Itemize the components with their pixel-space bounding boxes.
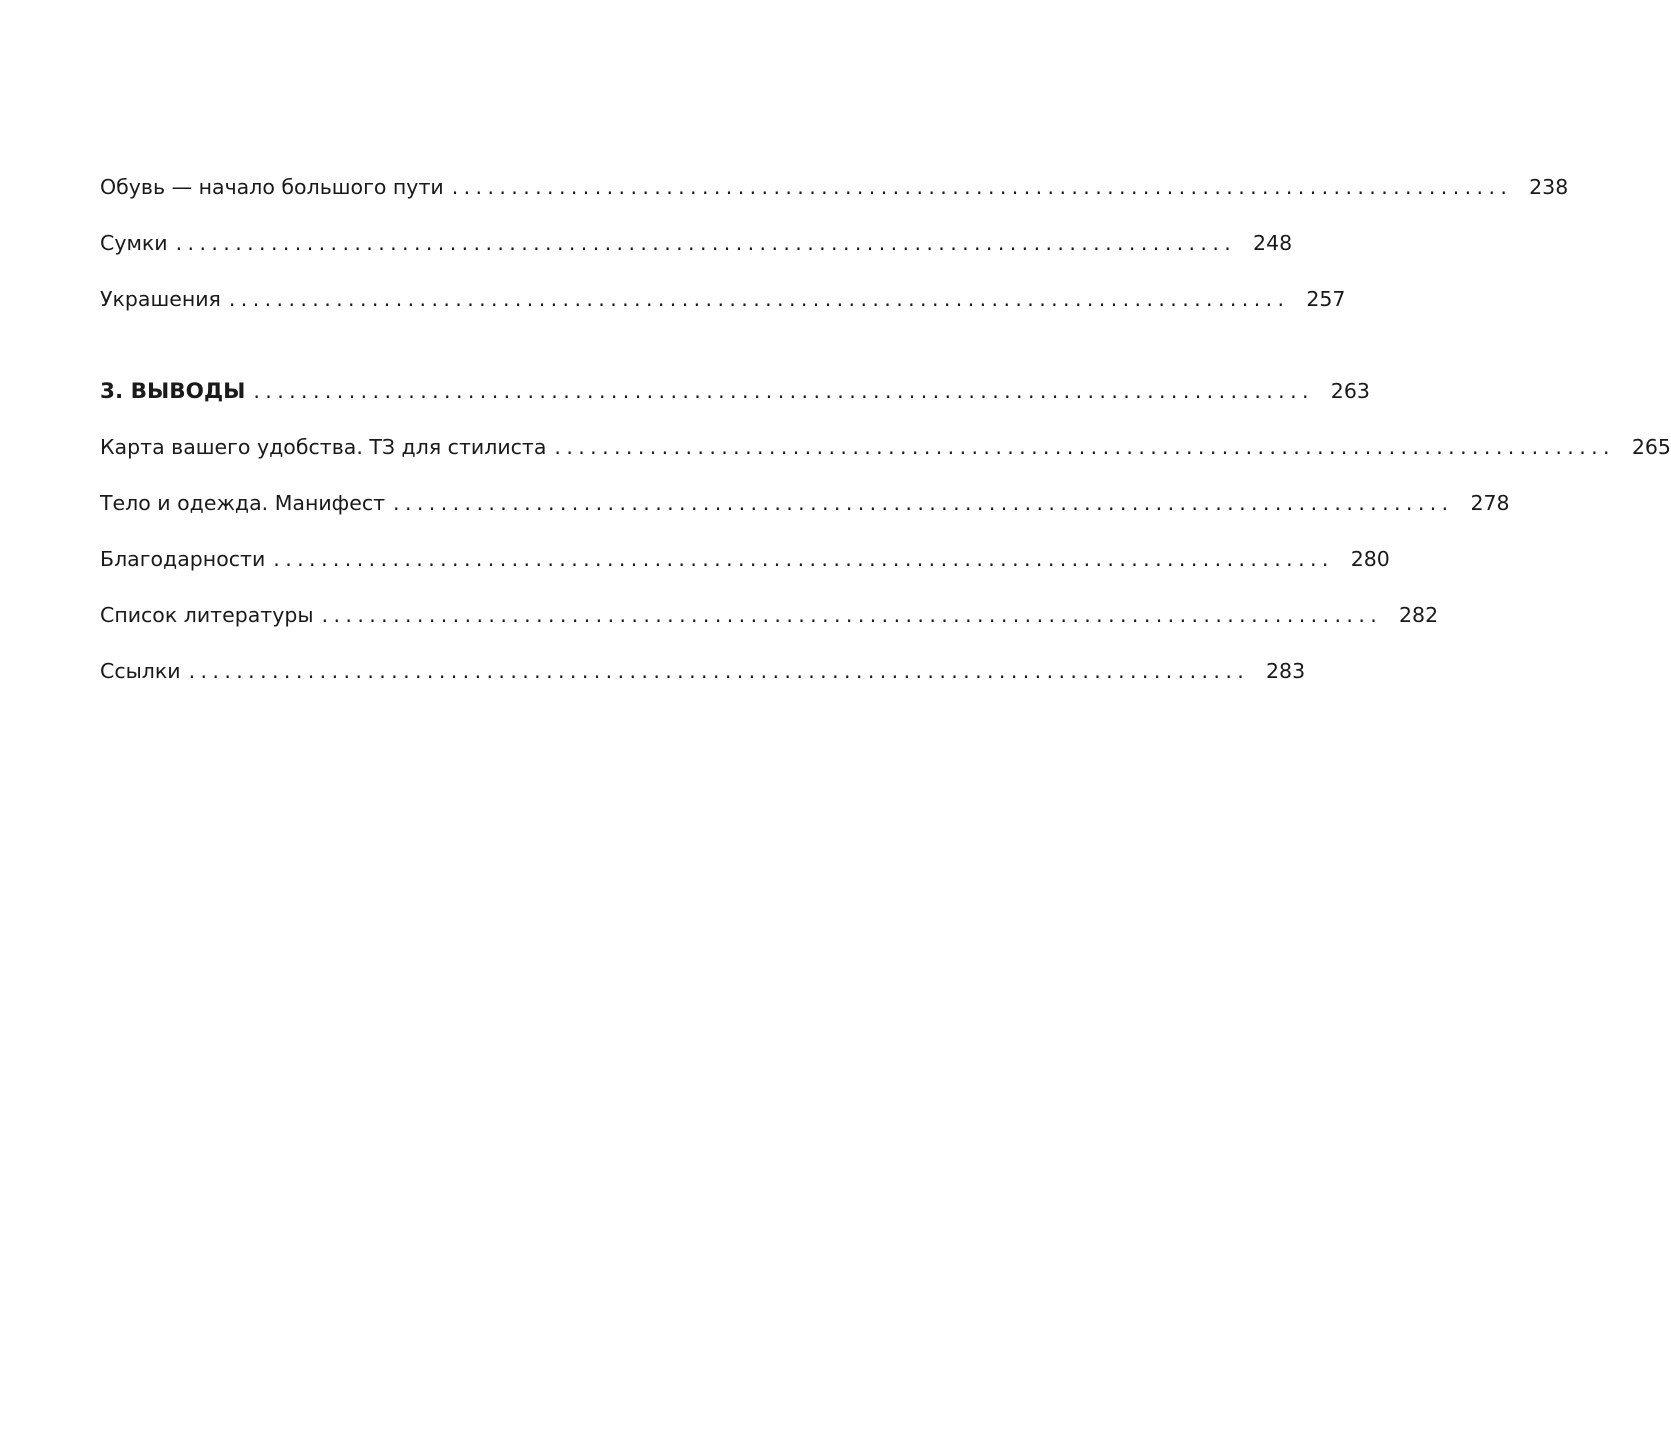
dot-leader: ......................................................................................... [253,379,1314,403]
toc-entry-title: Карта вашего удобства. ТЗ для стилиста [100,435,547,459]
toc-entry-page: 263 [1330,379,1370,403]
toc-entry-page: 283 [1266,659,1306,683]
toc-entry [100,544,1390,574]
toc-entry-page: 238 [1529,175,1569,199]
dot-leader: ......................................................................................... [321,603,1383,627]
toc-entry [100,600,1439,630]
dot-leader: ......................................................................................... [228,287,1290,311]
toc-entry-page: 282 [1399,603,1439,627]
toc-entry [100,228,1293,258]
toc-entry [100,656,1306,686]
toc-entry-title: Ссылки [100,659,181,683]
toc-entry-title: Украшения [100,287,221,311]
toc-entry [100,284,1346,314]
dot-leader: ......................................................................................... [273,547,1334,571]
dot-leader: ......................................................................................... [451,175,1513,199]
dot-leader: ......................................................................................... [188,659,1250,683]
toc-entry-page: 265 [1631,435,1671,459]
toc-section-title: 3. ВЫВОДЫ [100,379,246,404]
dot-leader: ......................................................................................... [393,491,1454,515]
toc-entry-page: 278 [1470,491,1510,515]
toc-section-heading [100,376,1370,406]
toc-entry-title: Сумки [100,231,168,255]
dot-leader: ......................................................................................... [554,435,1615,459]
toc-entry-page: 280 [1350,547,1390,571]
toc-entry [100,488,1510,518]
dot-leader: ......................................................................................... [175,231,1237,255]
toc-entry-title: Обувь — начало большого пути [100,175,444,199]
toc-entry-page: 257 [1306,287,1346,311]
toc-entry [100,172,1569,202]
toc-entry-title: Тело и одежда. Манифест [100,491,386,515]
toc-entry [100,432,1671,462]
toc-entry-title: Список литературы [100,603,314,627]
toc-entry-title: Благодарности [100,547,266,571]
toc-entry-page: 248 [1253,231,1293,255]
